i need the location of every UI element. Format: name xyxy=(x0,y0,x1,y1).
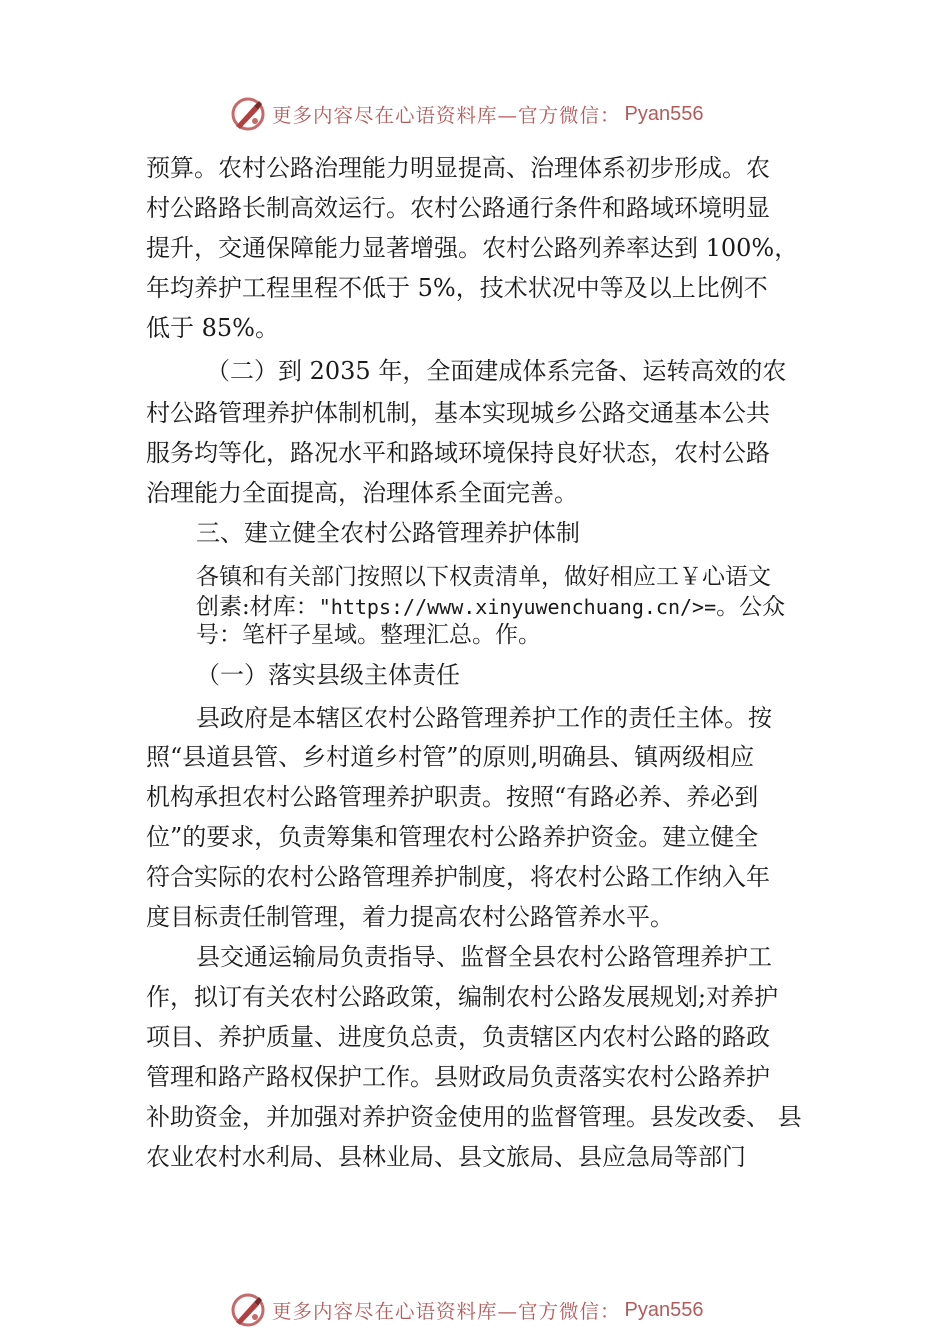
text-line: 照“县道县管、乡村道乡村管”的原则,明确县、镇两级相应 xyxy=(146,743,755,771)
pen-logo-icon xyxy=(228,94,268,134)
text-span: 创素:材库： xyxy=(196,594,319,620)
banner-handle: Pyan556 xyxy=(624,1298,704,1321)
text-line: 治理能力全面提高，治理体系全面完善。 xyxy=(146,479,578,507)
text-line: 补助资金，并加强对养护资金使用的监督管理。县发改委、 县 xyxy=(146,1103,802,1131)
text-line: 村公路管理养护体制机制，基本实现城乡公路交通基本公共 xyxy=(146,399,770,427)
text-line: 号：笔杆子星域。整理汇总。作。 xyxy=(196,622,541,648)
text-line: 项目、养护质量、进度负总责，负责辖区内农村公路的路政 xyxy=(146,1023,770,1051)
text-line: 低于 85%。 xyxy=(146,314,279,342)
header-watermark-banner xyxy=(228,94,703,134)
text-line: 符合实际的农村公路管理养护制度，将农村公路工作纳入年 xyxy=(146,863,770,891)
footer-watermark-banner xyxy=(228,1290,703,1330)
banner-handle: Pyan556 xyxy=(624,102,704,125)
text-line: 作，拟订有关农村公路政策，编制农村公路发展规划;对养护 xyxy=(146,983,779,1011)
text-line: 农业农村水利局、县林业局、县文旅局、县应急局等部门 xyxy=(146,1143,746,1171)
text-line: 机构承担农村公路管理养护职责。按照“有路必养、养必到 xyxy=(146,783,759,811)
section-heading: 三、建立健全农村公路管理养护体制 xyxy=(196,519,580,547)
text-line: 各镇和有关部门按照以下权责清单，做好相应工￥心语文 xyxy=(196,564,771,590)
paragraph-start-line: 县政府是本辖区农村公路管理养护工作的责任主体。按 xyxy=(196,704,772,732)
text-line: 度目标责任制管理，着力提高农村公路管养水平。 xyxy=(146,903,674,931)
subsection-heading: （一）落实县级主体责任 xyxy=(196,661,460,689)
url-text: "https://www.xinyuwenchuang.cn/>= xyxy=(318,595,717,619)
text-line-with-url xyxy=(196,592,785,622)
text-line: 管理和路产路权保护工作。县财政局负责落实农村公路养护 xyxy=(146,1063,770,1091)
pen-logo-icon xyxy=(228,1290,268,1330)
banner-text: 更多内容尽在心语资料库—官方微信： xyxy=(272,104,621,127)
text-line: 预算。农村公路治理能力明显提高、治理体系初步形成。农 xyxy=(146,154,770,182)
banner-text: 更多内容尽在心语资料库—官方微信： xyxy=(272,1300,621,1323)
paragraph-start-line: （二）到 2035 年，全面建成体系完备、运转高效的农 xyxy=(206,357,787,385)
text-line: 位”的要求，负责筹集和管理农村公路养护资金。建立健全 xyxy=(146,823,759,851)
text-line: 村公路路长制高效运行。农村公路通行条件和路域环境明显 xyxy=(146,194,770,222)
text-line: 年均养护工程里程不低于 5%，技术状况中等及以上比例不 xyxy=(146,274,768,302)
text-line: 提升，交通保障能力显著增强。农村公路列养率达到 100%， xyxy=(146,234,799,262)
text-line: 服务均等化，路况水平和路域环境保持良好状态，农村公路 xyxy=(146,439,770,467)
paragraph-start-line: 县交通运输局负责指导、监督全县农村公路管理养护工 xyxy=(196,943,772,971)
text-span: 。公众 xyxy=(716,594,786,620)
